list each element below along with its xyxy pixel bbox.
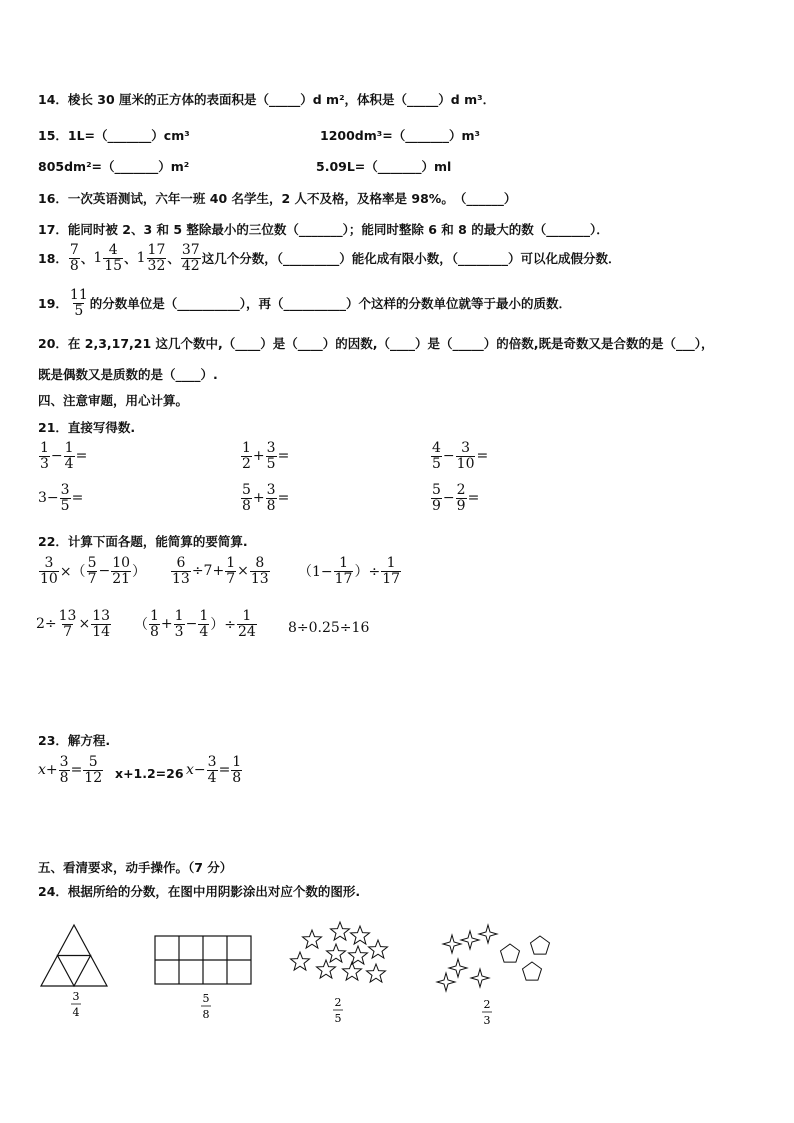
- q22-expr-2: $\frac{6}{13}$ ÷7+ $\frac{1}{7}$ × $\frac{8}{13}$: [172, 555, 269, 587]
- fraction-denominator: 4: [72, 1006, 80, 1019]
- fraction-denominator: 5: [334, 1012, 342, 1025]
- four-point-star-shape[interactable]: [437, 973, 455, 991]
- section-4-heading: 四、注意审题，用心计算。: [38, 393, 189, 408]
- fraction: $\frac{17}{32}$: [147, 242, 166, 274]
- question-14: 14．棱长 30 厘米的正方体的表面积是（_____）d m²，体积是（_____）d m³．: [38, 92, 496, 107]
- question-23: 23．解方程.: [38, 733, 111, 748]
- q23-equation-2: x+1.2=26: [115, 766, 184, 781]
- question-20-line-1: 20．在 2,3,17,21 这几个数中,（____）是（____）的因数,（____）是（_____）的倍数,既是奇数又是合数的是（___），: [38, 336, 714, 351]
- question-18: 18． $\frac{7}{8}$ 、 1 $\frac{4}{15}$ 、 1 $\frac{17}{32}$ 、 $\frac{37}{42}$ 这几个分数，（_________）能化成有限小数，（________）可以化成假分数．: [38, 242, 621, 274]
- section-5-heading: 五、看清要求，动手操作。（7 分）: [38, 860, 233, 875]
- q21-item-3: $\frac{4}{5}$ − $\frac{3}{10}$ =: [432, 440, 489, 472]
- question-22: 22．计算下面各题，能简算的要简算.: [38, 534, 248, 549]
- pentagons-figure[interactable]: [501, 936, 550, 980]
- star-shape[interactable]: [369, 940, 388, 958]
- q21-item-2: $\frac{1}{2}$ + $\frac{3}{5}$ =: [242, 440, 290, 472]
- star-shape[interactable]: [327, 944, 346, 962]
- pentagon-shape[interactable]: [523, 962, 542, 980]
- fraction-denominator: 8: [202, 1008, 210, 1021]
- q21-item-5: $\frac{5}{8}$ + $\frac{3}{8}$ =: [242, 482, 290, 514]
- question-15-part-b: 1200dm³=（_______）m³: [320, 128, 480, 143]
- star-shape[interactable]: [317, 960, 336, 978]
- four-point-star-shape[interactable]: [461, 931, 479, 949]
- question-19: 19． $\frac{11}{5}$ 的分数单位是（__________），再（__________）个这样的分数单位就等于最小的质数．: [38, 287, 571, 319]
- q22-expr-3: （1− $\frac{1}{17}$ ）÷ $\frac{1}{17}$: [298, 555, 401, 587]
- question-21: 21．直接写得数.: [38, 420, 136, 435]
- question-17: 17．能同时被 2、3 和 5 整除最小的三位数（_______）；能同时整除 6 和 8 的最大的数（_______）．: [38, 222, 609, 237]
- q23-equation-1: x+ $\frac{3}{8}$ = $\frac{5}{12}$: [38, 754, 103, 786]
- fraction-denominator: 3: [483, 1014, 491, 1027]
- fraction: $\frac{7}{8}$: [69, 242, 79, 274]
- q22-expr-5: （ $\frac{1}{8}$ + $\frac{1}{3}$ − $\frac{1}{4}$ ）÷ $\frac{1}{24}$: [134, 608, 256, 640]
- figure-fraction-2: [201, 992, 211, 1021]
- q22-expr-1: $\frac{3}{10}$ ×（ $\frac{5}{7}$ − $\frac{10}{21}$ ）: [40, 555, 147, 587]
- four-point-star-shape[interactable]: [471, 969, 489, 987]
- four-point-star-shape[interactable]: [479, 925, 497, 943]
- star-shape[interactable]: [349, 946, 368, 964]
- figures-area: [38, 920, 558, 1030]
- figure-fraction-1: [71, 990, 81, 1019]
- fraction-numerator: 5: [202, 992, 210, 1005]
- question-15-part-c: 805dm²=（_______）m²: [38, 159, 190, 174]
- fraction-numerator: 2: [334, 996, 342, 1009]
- fraction-numerator: 2: [483, 998, 491, 1011]
- question-15-part-a: 15．1L=（_______）cm³: [38, 128, 190, 143]
- five-point-stars-figure[interactable]: [291, 922, 388, 982]
- four-point-stars-figure[interactable]: [437, 925, 497, 991]
- star-shape[interactable]: [303, 930, 322, 948]
- question-15-part-d: 5.09L=（_______）ml: [316, 159, 452, 174]
- star-shape[interactable]: [367, 964, 386, 982]
- figure-fraction-4: [482, 998, 492, 1027]
- four-point-star-shape[interactable]: [449, 959, 467, 977]
- q21-item-1: $\frac{1}{3}$ − $\frac{1}{4}$ =: [40, 440, 88, 472]
- rectangle-grid-figure[interactable]: [155, 936, 251, 984]
- pentagon-shape[interactable]: [501, 944, 520, 962]
- star-shape[interactable]: [291, 952, 310, 970]
- q23-equation-3: x− $\frac{3}{4}$ = $\frac{1}{8}$: [186, 754, 242, 786]
- question-16: 16．一次英语测试，六年一班 40 名学生，2 人不及格，及格率是 98%。 （______）: [38, 191, 517, 206]
- star-shape[interactable]: [351, 926, 370, 944]
- fraction: $\frac{4}{15}$: [104, 242, 123, 274]
- fraction: $\frac{11}{5}$: [69, 287, 88, 319]
- four-point-star-shape[interactable]: [443, 935, 461, 953]
- question-20-line-2: 既是偶数又是质数的是（____）.: [38, 367, 218, 382]
- q22-expr-6: 8÷0.25÷16: [288, 620, 370, 636]
- question-24: 24．根据所给的分数，在图中用阴影涂出对应个数的图形.: [38, 884, 361, 899]
- q21-item-4: 3− $\frac{3}{5}$ =: [38, 482, 84, 514]
- fraction-numerator: 3: [72, 990, 80, 1003]
- star-shape[interactable]: [331, 922, 350, 940]
- triangle-figure[interactable]: [41, 925, 107, 986]
- figure-fraction-3: [333, 996, 343, 1025]
- pentagon-shape[interactable]: [531, 936, 550, 954]
- q21-item-6: $\frac{5}{9}$ − $\frac{2}{9}$ =: [432, 482, 480, 514]
- fraction: $\frac{37}{42}$: [181, 242, 200, 274]
- q22-expr-4: 2÷ $\frac{13}{7}$ × $\frac{13}{14}$: [36, 608, 111, 640]
